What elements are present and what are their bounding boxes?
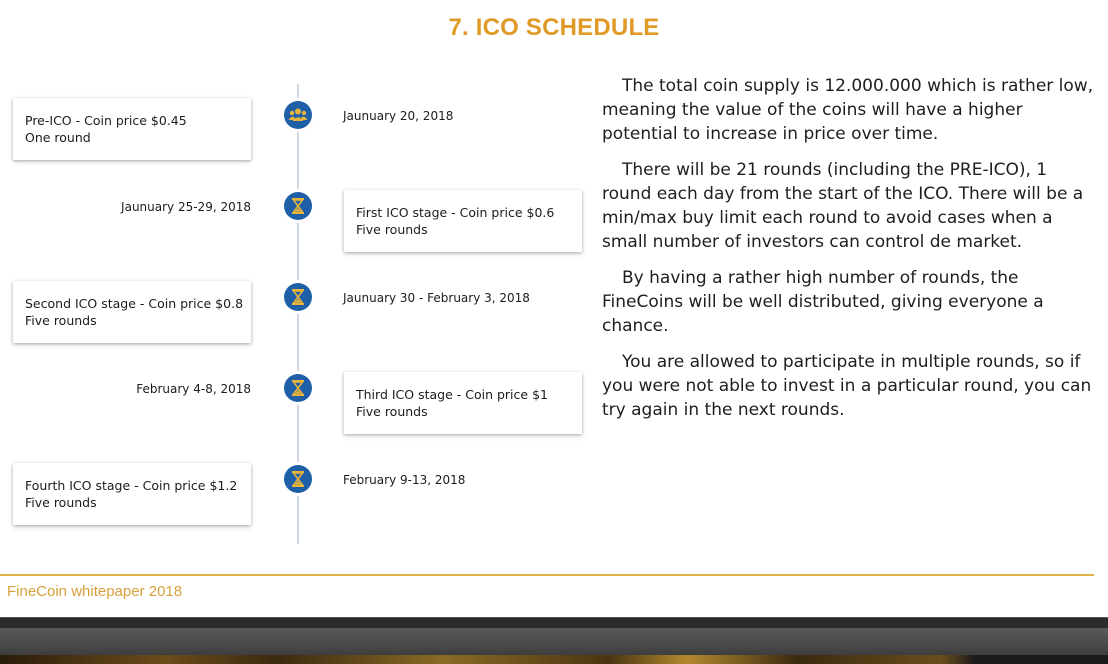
schedule-date: Jaunuary 20, 2018 [343, 109, 454, 123]
paragraph: You are allowed to participate in multiple rounds, so if you were not able to invest in a particular round, you can try again in the next rounds. [602, 352, 1092, 420]
hourglass-icon [284, 374, 312, 402]
hourglass-icon [284, 192, 312, 220]
schedule-date: February 9-13, 2018 [343, 473, 466, 487]
schedule-card-pre-ico [13, 98, 251, 160]
viewer-strip [0, 628, 1108, 656]
rounds-label: Five rounds [25, 495, 97, 510]
paragraph: The total coin supply is 12.000.000 which is rather low, meaning the value of the coins will have a higher potential to increase in price over time. [602, 76, 1094, 144]
hourglass-icon [284, 465, 312, 493]
paragraph: By having a rather high number of rounds, the FineCoins will be well distributed, giving everyone a chance. [602, 268, 1044, 336]
schedule-card-second-ico [13, 281, 251, 343]
rounds-label: One round [25, 130, 91, 145]
schedule-date: Jaunuary 30 - February 3, 2018 [343, 291, 530, 305]
schedule-card-fourth-ico [13, 463, 251, 525]
body-text [602, 74, 1094, 434]
schedule-date: February 4-8, 2018 [136, 382, 251, 396]
page-title: 7. ICO SCHEDULE [448, 14, 660, 41]
schedule-card-third-ico [344, 372, 582, 434]
stage-label: Third ICO stage - Coin price $1 [356, 387, 548, 402]
stage-label: Fourth ICO stage - Coin price $1.2 [25, 478, 238, 493]
stage-label: Second ICO stage - Coin price $0.8 [25, 296, 244, 311]
stage-label: First ICO stage - Coin price $0.6 [356, 205, 555, 220]
hourglass-icon [284, 283, 312, 311]
people-icon [284, 101, 312, 129]
paragraph: There will be 21 rounds (including the PRE-ICO), 1 round each day from the start of the ICO. There will be a min/max buy limit each round to avoid cases when a small number of investors can control de market. [602, 160, 1084, 252]
footer-text: FineCoin whitepaper 2018 [7, 583, 183, 600]
footer-rule [0, 574, 1094, 576]
rounds-label: Five rounds [356, 404, 428, 419]
schedule-card-first-ico [344, 190, 582, 252]
schedule-date: Jaunuary 25-29, 2018 [121, 200, 251, 214]
rounds-label: Five rounds [25, 313, 97, 328]
next-page-preview [0, 655, 1108, 664]
stage-label: Pre-ICO - Coin price $0.45 [25, 113, 187, 128]
rounds-label: Five rounds [356, 222, 428, 237]
